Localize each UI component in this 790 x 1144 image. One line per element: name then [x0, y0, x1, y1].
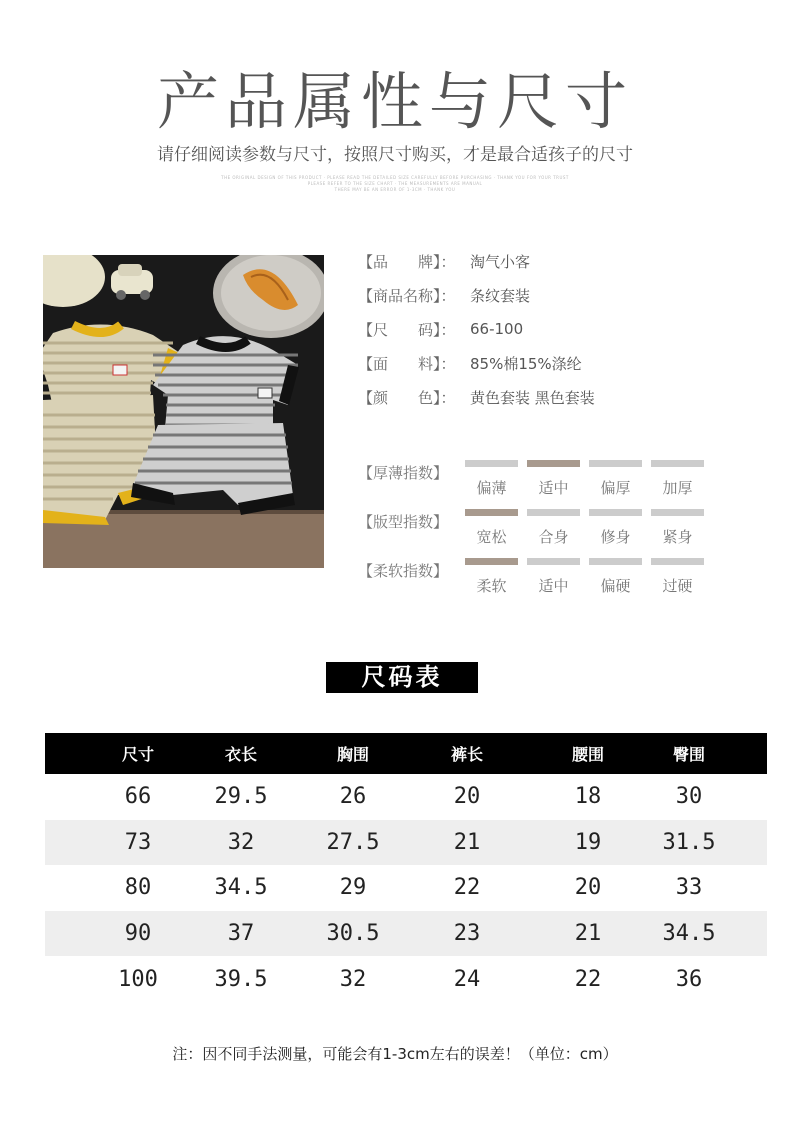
index-bar — [465, 460, 518, 467]
table-row — [45, 774, 767, 820]
size-table-header — [45, 733, 767, 774]
product-attributes — [358, 244, 595, 414]
table-cell: 22 — [574, 966, 602, 992]
column-header: 腰围 — [571, 745, 604, 764]
column-header: 胸围 — [336, 745, 369, 764]
index-option-label: 适中 — [538, 479, 569, 497]
column-header: 裤长 — [450, 745, 483, 764]
index-option — [465, 558, 518, 596]
table-cell: 34.5 — [662, 921, 716, 947]
index-option — [589, 558, 642, 596]
attr-label: 【面 料】： — [358, 354, 456, 373]
attr-size — [358, 312, 595, 346]
index-option — [527, 460, 580, 498]
attr-value: 黄色套装 黑色套装 — [470, 388, 595, 407]
page-subtitle: 请仔细阅读参数与尺寸，按照尺寸购买，才是最合适孩子的尺寸 — [157, 145, 633, 165]
attr-product-name — [358, 278, 595, 312]
table-cell: 66 — [124, 784, 152, 810]
index-option — [465, 509, 518, 547]
attr-fabric — [358, 346, 595, 380]
index-bar — [651, 558, 704, 565]
table-cell: 21 — [574, 921, 602, 947]
table-cell: 73 — [124, 829, 152, 855]
table-cell: 30.5 — [326, 921, 380, 947]
size-chart-title: 尺码表 — [326, 662, 478, 693]
table-cell: 80 — [124, 875, 152, 901]
index-option-label: 偏厚 — [600, 479, 631, 497]
measurement-note: 注：因不同手法测量，可能会有1-3cm左右的误差！（单位：cm） — [172, 1045, 618, 1063]
table-cell: 29 — [339, 875, 367, 901]
table-cell: 31.5 — [662, 829, 716, 855]
attr-brand — [358, 244, 595, 278]
attr-value: 条纹套装 — [470, 286, 531, 305]
table-cell: 21 — [453, 829, 481, 855]
attr-label: 【颜 色】： — [358, 388, 456, 407]
index-option-label: 适中 — [538, 577, 569, 595]
index-label: 【厚薄指数】 — [358, 464, 449, 482]
size-table — [45, 733, 767, 1002]
index-label: 【版型指数】 — [358, 513, 449, 531]
product-photo — [43, 255, 324, 568]
attr-value: 66-100 — [470, 320, 524, 338]
attr-value: 85%棉15%涤纶 — [470, 354, 582, 373]
table-cell: 37 — [227, 921, 255, 947]
fine-print-line-3: THERE MAY BE AN ERROR OF 1-3CM · THANK YOU — [334, 187, 456, 192]
index-bar — [651, 460, 704, 467]
table-cell: 27.5 — [326, 829, 380, 855]
index-bar — [651, 509, 704, 516]
index-bar-selected — [527, 460, 580, 467]
table-cell: 18 — [574, 784, 602, 810]
table-cell: 100 — [118, 966, 158, 992]
index-bar-selected — [465, 509, 518, 516]
table-cell: 29.5 — [214, 784, 268, 810]
attr-value: 淘气小客 — [470, 252, 531, 271]
index-option-label: 过硬 — [662, 577, 693, 595]
table-cell: 32 — [339, 966, 367, 992]
index-option-label: 柔软 — [476, 577, 507, 595]
table-cell: 26 — [339, 784, 367, 810]
index-option-label: 合身 — [538, 528, 569, 546]
table-cell: 20 — [453, 784, 481, 810]
table-cell: 32 — [227, 829, 255, 855]
column-header: 衣长 — [224, 745, 257, 764]
attr-color — [358, 380, 595, 414]
table-cell: 22 — [453, 875, 481, 901]
index-option — [465, 460, 518, 498]
table-row — [45, 911, 767, 957]
index-bar — [589, 558, 642, 565]
index-option-label: 修身 — [600, 528, 631, 546]
table-cell: 24 — [453, 966, 481, 992]
table-cell: 30 — [675, 784, 703, 810]
column-header: 臀围 — [672, 745, 705, 764]
table-cell: 23 — [453, 921, 481, 947]
fine-print-line-1: THE ORIGINAL DESIGN OF THIS PRODUCT · PLEASE READ THE DETAILED SIZE CAREFULLY BEFORE PURCHASING · THANK YOU FOR YOUR TRUST — [221, 175, 569, 180]
table-cell: 19 — [574, 829, 602, 855]
table-cell: 90 — [124, 921, 152, 947]
index-bar — [527, 558, 580, 565]
index-option-label: 偏硬 — [600, 577, 631, 595]
table-row — [45, 956, 767, 1002]
attr-label: 【尺 码】： — [358, 320, 456, 339]
index-option — [589, 460, 642, 498]
index-option — [527, 558, 580, 596]
index-option — [589, 509, 642, 547]
index-bar — [589, 509, 642, 516]
index-bar — [589, 460, 642, 467]
table-cell: 34.5 — [214, 875, 268, 901]
attr-label: 【品 牌】： — [358, 252, 456, 271]
index-option-label: 紧身 — [662, 528, 693, 546]
index-option — [651, 460, 704, 498]
column-header: 尺寸 — [121, 745, 154, 764]
table-cell: 20 — [574, 875, 602, 901]
attr-label: 【商品名称】： — [358, 286, 456, 305]
index-option-label: 偏薄 — [476, 479, 507, 497]
table-row — [45, 820, 767, 866]
index-bar — [527, 509, 580, 516]
table-cell: 39.5 — [214, 966, 268, 992]
index-option-label: 宽松 — [476, 528, 507, 546]
index-label: 【柔软指数】 — [358, 562, 449, 580]
page-title: 产品属性与尺寸 — [156, 65, 633, 138]
index-option-label: 加厚 — [662, 479, 693, 497]
index-option — [527, 509, 580, 547]
index-bar-selected — [465, 558, 518, 565]
index-option — [651, 509, 704, 547]
index-option — [651, 558, 704, 596]
fine-print-line-2: PLEASE REFER TO THE SIZE CHART · THE MEASUREMENTS ARE MANUAL — [307, 181, 483, 186]
table-cell: 36 — [675, 966, 703, 992]
table-row — [45, 865, 767, 911]
table-cell: 33 — [675, 875, 703, 901]
